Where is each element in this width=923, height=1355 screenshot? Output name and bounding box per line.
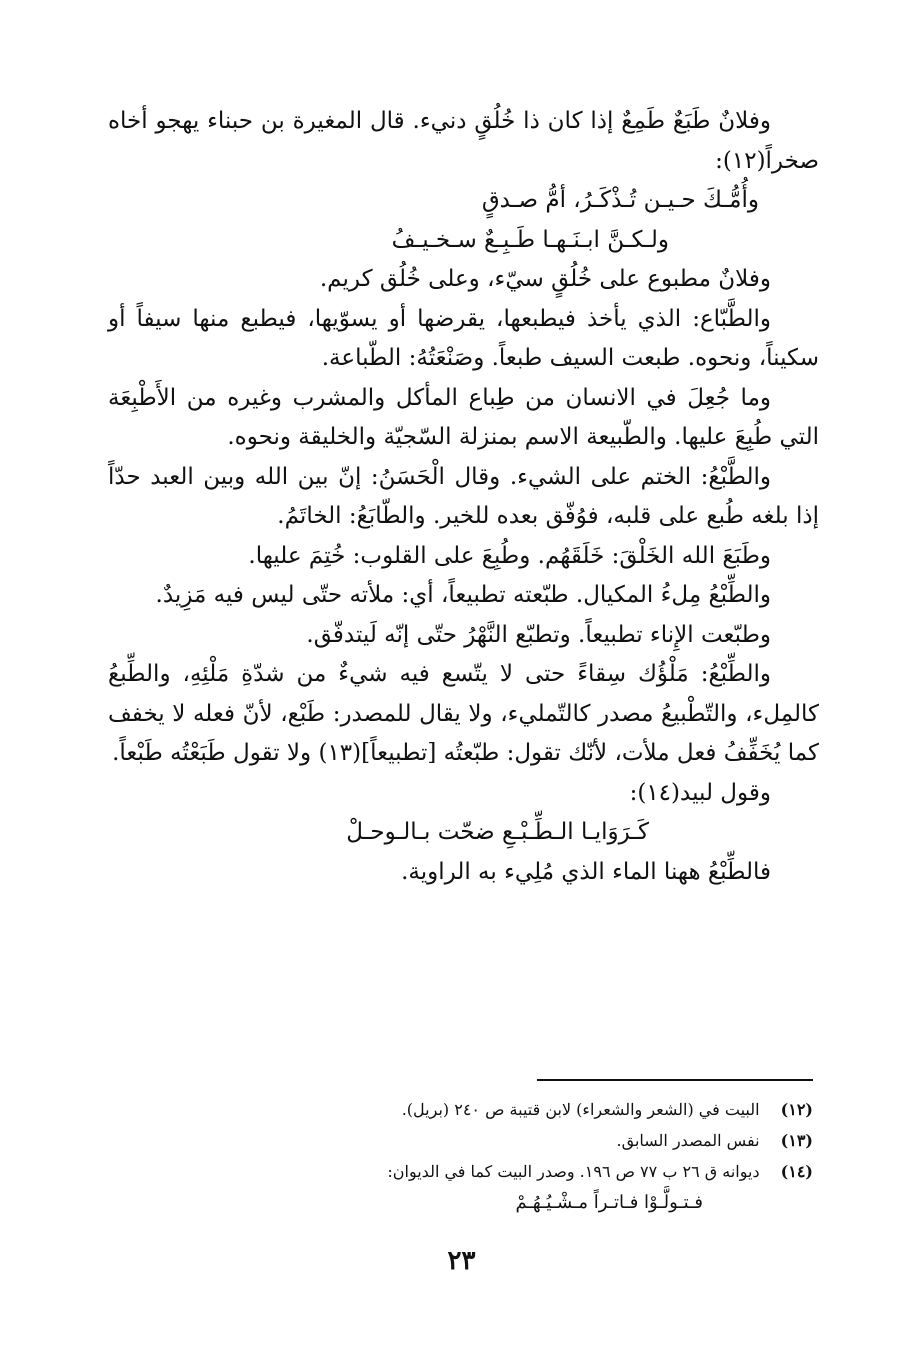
footnote-number: (١٣): [780, 1131, 813, 1150]
footnotes: [160, 1094, 813, 1218]
paragraph-6: وطَبَعَ الله الخَلْقَ: خَلَقَهُم. وطُبِعَ على القلوب: خُتِمَ عليها.: [248, 542, 771, 569]
verse-2: كَـرَوَايـا الـطِّـبْـعِ ضحّت بـالـوحـلْ: [346, 819, 649, 845]
verse-1-second-hemistich: ولـكـنَّ ابـنَـهـا طَـبِـعٌ سـخـيـفُ: [391, 226, 669, 253]
footnote-13: [160, 1125, 813, 1156]
footnote-divider: [537, 1079, 813, 1081]
footnote-text: نفس المصدر السابق.: [616, 1131, 760, 1150]
footnote-text: ديوانه ق ٢٦ ب ٧٧ ص ١٩٦. وصدر البيت كما في الديوان:: [387, 1162, 760, 1181]
footnote-number: (١٤): [780, 1162, 813, 1181]
paragraph-9: والطِّبْعُ: مَلْؤُك سِقاءً حتى لا يتّسع فيه شيءٌ من شدّةِ مَلْئِهِ، والطِّبعُ كالمِلء، والتّطْبيعُ مصدر كالتّمليء، ولا يقال للمصدر: طَبْع، لأنّ فعله لا يخفف كما يُخَفِّفُ فعل ملأت، لأنّك تقول: طبّعتُه [تطبيعاً](١٣) ولا تقول طَبَعْتُه طَبْعاً.: [108, 661, 819, 766]
footnote-14: [160, 1156, 813, 1187]
footnote-verse: فـتـولَّـوْا فـاتـراً مـشْـيُـهُـمْ: [515, 1192, 703, 1213]
paragraph-8: وطبّعت الإِناء تطبيعاً. وتطبّع النَّهْرُ حتّى إنّه لَيتدفّق.: [306, 621, 771, 648]
footnote-number: (١٢): [780, 1100, 813, 1119]
footnote-12: [160, 1094, 813, 1125]
paragraph-2: وفلانٌ مطبوع على خُلُقٍ سيّء، وعلى خُلُق كريم.: [319, 266, 771, 292]
paragraph-4: وما جُعِلَ في الانسان من طِباع المأكل والمشرب وغيره من الأَطْبِعَة التي طُبِعَ عليها. والطّبيعة الاسم بمنزلة السّجيّة والخليقة ونحوه.: [108, 384, 819, 450]
page-number: ٢٣: [447, 1246, 476, 1276]
paragraph-3: والطَّبّاع: الذي يأخذ فيطبعها، يقرضها أو يسوّيها، فيطبع منها سيفاً أو سكيناً، ونحوه. طبعت السيف طبعاً. وصَنْعَتُهُ: الطّباعة.: [108, 305, 819, 371]
paragraph-1: وفلانٌ طَبَعٌ طَمِعٌ إذا كان ذا خُلُقٍ دنيء. قال المغيرة بن حبناء يهجو أخاه صخراً(١٢):: [108, 108, 819, 174]
paragraph-10: وقول لبيد(١٤):: [629, 779, 771, 806]
verse-1-first-hemistich: وأُمُّـكَ حـيـن تُـذْكَـرُ، أمُّ صـدقٍ: [481, 187, 759, 213]
main-text: [108, 102, 819, 892]
paragraph-5: والطَّبْعُ: الختم على الشيء. وقال الْحَسَنُ: إنّ بين الله وبين العبد حدّاً إذا بلغه طُبع على قلبه، فوُفّق بعده للخير. والطّابَعُ: الخاتَمُ.: [108, 463, 819, 529]
paragraph-11: فالطِّبْعُ ههنا الماء الذي مُلِيء به الراوية.: [401, 858, 771, 885]
footnote-text: البيت في (الشعر والشعراء) لابن قتيبة ص ٢٤٠ (بريل).: [401, 1100, 760, 1119]
paragraph-7: والطِّبْعُ مِلءُ المكيال. طبّعته تطبيعاً، أي: ملأته حتّى ليس فيه مَزِيدٌ.: [155, 582, 771, 608]
